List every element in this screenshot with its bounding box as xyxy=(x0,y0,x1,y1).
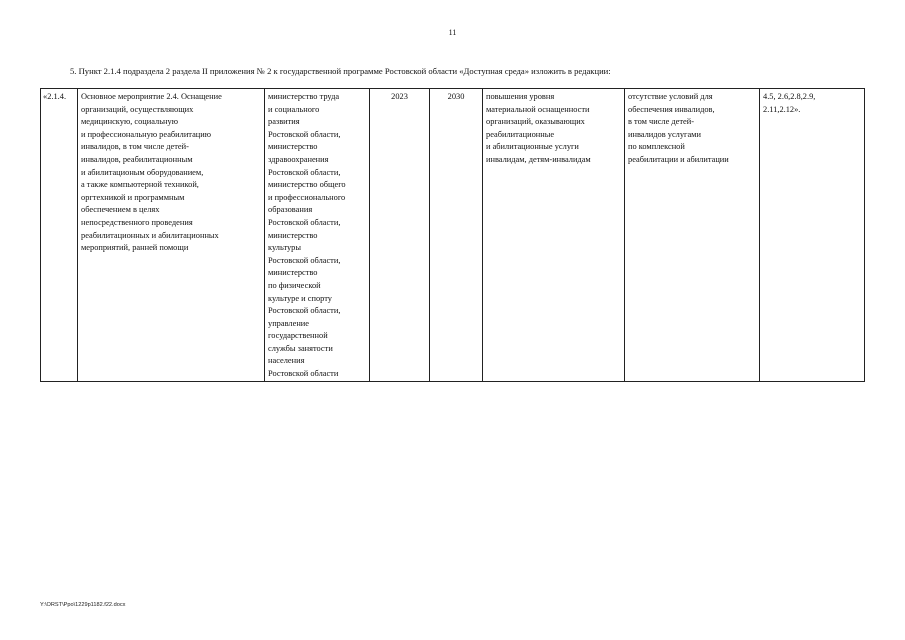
cell-text-line: и абилитационные услуги xyxy=(486,142,579,152)
cell-text-line: и профессиональную реабилитацию xyxy=(81,129,212,139)
end-year-cell xyxy=(430,89,483,382)
cell-text-line: министерство xyxy=(268,268,318,278)
cell-text-line: реабилитационных и абилитационных xyxy=(81,230,219,240)
cell-text-line: культуре и спорту xyxy=(268,293,332,303)
cell-text-line: инвалидов услугами xyxy=(628,129,701,139)
cell-text-line: министерство xyxy=(268,230,318,240)
cell-text-line: службы занятости xyxy=(268,343,333,353)
cell-text-line: инвалидам, детям-инвалидам xyxy=(486,154,591,164)
start-year: 2023 xyxy=(391,92,408,101)
cell-text-line: управление xyxy=(268,318,309,328)
cell-text-line: культуры xyxy=(268,243,301,253)
cell-text-line: обеспечения инвалидов, xyxy=(628,104,715,114)
cell-text-line: отсутствие условий для xyxy=(628,92,713,101)
cell-text-line: 2.11,2.12». xyxy=(763,104,801,114)
cell-text-line: по комплексной xyxy=(628,142,685,152)
cell-text-line: оргтехникой и программным xyxy=(81,192,185,202)
amendment-intro: 5. Пункт 2.1.4 подраздела 2 раздела II приложения № 2 к государственной программе Ростовской области «Доступная среда» изложить в редакции: xyxy=(70,66,611,76)
cell-text-line: и профессионального xyxy=(268,192,346,202)
cell-text-line: материальной оснащенности xyxy=(486,104,590,114)
executors-cell xyxy=(265,89,370,382)
cell-text-line: реабилитационные xyxy=(486,129,555,139)
cell-text-line: и абилитационым оборудованием, xyxy=(81,167,204,177)
cell-text-line: министерство труда xyxy=(268,92,340,101)
cell-text-line: организаций, оказывающих xyxy=(486,117,585,127)
cell-text-line: 4.5, 2.6,2.8,2.9, xyxy=(763,92,816,101)
cell-text-line: в том числе детей- xyxy=(628,117,695,127)
cell-text-line: по физической xyxy=(268,280,321,290)
cell-text-line: здравоохранения xyxy=(268,154,329,164)
cell-text-line: мероприятий, ранней помощи xyxy=(81,243,189,253)
cell-text-line: Ростовской области, xyxy=(268,255,341,265)
start-year-cell xyxy=(370,89,430,382)
table-row xyxy=(41,89,865,382)
cell-text-line: Ростовской области, xyxy=(268,306,341,316)
cell-text-line: организаций, осуществляющих xyxy=(81,104,194,114)
cell-text-line: образования xyxy=(268,205,313,215)
consequences-cell xyxy=(625,89,760,382)
cell-text-line: Основное мероприятие 2.4. Оснащение xyxy=(81,92,222,101)
cell-text-line: реабилитации и абилитации xyxy=(628,154,729,164)
document-file-path: Y:\ORST\Ppo\1229p1182.f22.docx xyxy=(40,602,126,608)
cell-text-line: и социального xyxy=(268,104,320,114)
cell-text-line: Ростовской области, xyxy=(268,217,341,227)
indicators-cell xyxy=(760,89,865,382)
cell-text-line: населения xyxy=(268,356,305,366)
cell-text-line: инвалидов, в том числе детей- xyxy=(81,142,189,152)
event-cell xyxy=(78,89,265,382)
cell-text-line: медицинскую, социальную xyxy=(81,117,178,127)
cell-text-line: Ростовской области xyxy=(268,369,339,379)
cell-text-line: Ростовской области, xyxy=(268,129,341,139)
cell-text-line: государственной xyxy=(268,331,328,341)
item-number: «2.1.4. xyxy=(43,92,67,101)
end-year: 2030 xyxy=(447,92,465,101)
cell-text-line: а также компьютерной техникой, xyxy=(81,180,199,190)
cell-text-line: обеспечением в целях xyxy=(81,205,160,215)
cell-text-line: инвалидов, реабилитационным xyxy=(81,154,193,164)
program-table xyxy=(40,88,865,382)
item-number-cell xyxy=(41,89,78,382)
cell-text-line: министерство общего xyxy=(268,180,346,190)
page-number: 11 xyxy=(448,28,457,37)
cell-text-line: непосредственного проведения xyxy=(81,217,193,227)
cell-text-line: повышения уровня xyxy=(486,92,555,101)
cell-text-line: развития xyxy=(268,117,300,127)
cell-text-line: министерство xyxy=(268,142,318,152)
result-cell xyxy=(483,89,625,382)
cell-text-line: Ростовской области, xyxy=(268,167,341,177)
